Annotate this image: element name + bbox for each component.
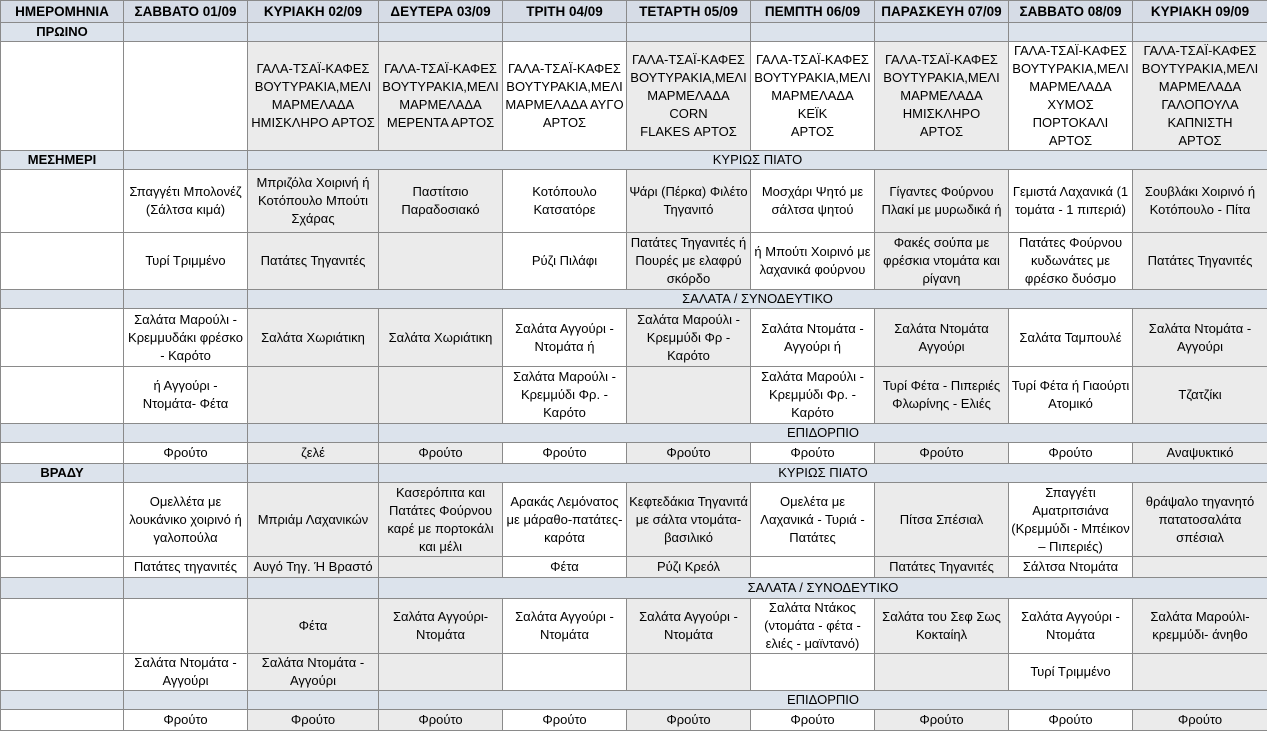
section-empty <box>124 464 248 483</box>
section-row <box>1 290 1267 309</box>
menu-cell: Σαλάτα Αγγούρι - Ντομάτα <box>503 599 627 654</box>
menu-cell: Σαλάτα Μαρούλι - Κρεμμύδι Φρ. - Καρότο <box>751 367 875 424</box>
menu-cell: Μπριάμ Λαχανικών <box>248 483 379 557</box>
menu-cell: Φρούτο <box>124 710 248 731</box>
section-row <box>1 578 1267 599</box>
section-empty <box>124 578 248 599</box>
menu-cell: Τυρί Τριμμένο <box>1009 654 1133 691</box>
menu-cell: Σαλάτα Ντομάτα Αγγούρι <box>875 309 1009 367</box>
row-label <box>1 367 124 424</box>
section-empty <box>124 23 248 42</box>
section-empty <box>124 151 248 170</box>
menu-cell: Ομελέτα με Λαχανικά - Τυριά - Πατάτες <box>751 483 875 557</box>
subsection-label: ΣΑΛΑΤΑ / ΣΥΝΟΔΕΥΤΙΚΟ <box>248 290 1267 309</box>
menu-cell: ή Μπούτι Χοιρινό με λαχανικά φούρνου <box>751 233 875 290</box>
table-row <box>1 557 1267 578</box>
menu-cell <box>379 367 503 424</box>
menu-cell: Σαλάτα του Σεφ Σως Κοκταίηλ <box>875 599 1009 654</box>
menu-cell: Σουβλάκι Χοιρινό ή Κοτόπουλο - Πίτα <box>1133 170 1267 233</box>
menu-cell: Σαλάτα Ντομάτα - Αγγούρι <box>1133 309 1267 367</box>
day-header: ΚΥΡΙΑΚΗ 09/09 <box>1133 1 1267 23</box>
menu-cell: Σαλάτα Ντομάτα - Αγγούρι <box>248 654 379 691</box>
menu-cell: ΓΑΛΑ-ΤΣΑΪ-ΚΑΦΕΣ ΒΟΥΤΥΡΑΚΙΑ,ΜΕΛΙ ΜΑΡΜΕΛΑΔΑ ΧΥΜΟΣ ΠΟΡΤΟΚΑΛΙ ΑΡΤΟΣ <box>1009 42 1133 151</box>
menu-cell: Φρούτο <box>751 710 875 731</box>
menu-cell: Παστίτσιο Παραδοσιακό <box>379 170 503 233</box>
menu-cell <box>379 654 503 691</box>
table-row <box>1 170 1267 233</box>
menu-cell: Κοτόπουλο Κατσατόρε <box>503 170 627 233</box>
menu-cell <box>379 557 503 578</box>
menu-cell: Τυρί Φέτα ή Γιαούρτι Ατομικό <box>1009 367 1133 424</box>
section-empty <box>503 23 627 42</box>
menu-cell: Σαλάτα Ταμπουλέ <box>1009 309 1133 367</box>
menu-cell <box>751 557 875 578</box>
menu-cell: Αρακάς Λεμόνατος με μάραθο-πατάτες-καρότα <box>503 483 627 557</box>
row-label <box>1 483 124 557</box>
menu-cell: Πατάτες Τηγανιτές <box>875 557 1009 578</box>
section-empty <box>1 424 124 443</box>
menu-cell: Σαλάτα Ντομάτα - Αγγούρι ή <box>751 309 875 367</box>
menu-cell: Μοσχάρι Ψητό με σάλτσα ψητού <box>751 170 875 233</box>
menu-cell: Κασερόπιτα και Πατάτες Φούρνου καρέ με πορτοκάλι και μέλι <box>379 483 503 557</box>
menu-cell: ΓΑΛΑ-ΤΣΑΪ-ΚΑΦΕΣ ΒΟΥΤΥΡΑΚΙΑ,ΜΕΛΙ ΜΑΡΜΕΛΑΔΑ CORN FLAKES ΑΡΤΟΣ <box>627 42 751 151</box>
menu-cell: ΓΑΛΑ-ΤΣΑΪ-ΚΑΦΕΣ ΒΟΥΤΥΡΑΚΙΑ,ΜΕΛΙ ΜΑΡΜΕΛΑΔΑ ΗΜΙΣΚΛΗΡΟ ΑΡΤΟΣ <box>875 42 1009 151</box>
section-empty <box>124 691 248 710</box>
table-row <box>1 309 1267 367</box>
section-row <box>1 691 1267 710</box>
menu-cell <box>379 233 503 290</box>
menu-cell: ΓΑΛΑ-ΤΣΑΪ-ΚΑΦΕΣ ΒΟΥΤΥΡΑΚΙΑ,ΜΕΛΙ ΜΑΡΜΕΛΑΔΑ ΑΥΓΟ ΑΡΤΟΣ <box>503 42 627 151</box>
menu-cell <box>751 654 875 691</box>
menu-cell: Σάλτσα Ντομάτα <box>1009 557 1133 578</box>
day-header: ΔΕΥΤΕΡΑ 03/09 <box>379 1 503 23</box>
menu-cell: Ομελλέτα με λουκάνικο χοιρινό ή γαλοπούλα <box>124 483 248 557</box>
section-empty <box>1 290 124 309</box>
menu-cell: Σαλάτα Αγγούρι- Ντομάτα <box>379 599 503 654</box>
subsection-label: ΣΑΛΑΤΑ / ΣΥΝΟΔΕΥΤΙΚΟ <box>379 578 1267 599</box>
menu-cell: Φέτα <box>503 557 627 578</box>
menu-cell: Τζατζίκι <box>1133 367 1267 424</box>
section-label: ΜΕΣΗΜΕΡΙ <box>1 151 124 170</box>
day-header: ΤΡΙΤΗ 04/09 <box>503 1 627 23</box>
menu-cell: Φρούτο <box>248 710 379 731</box>
row-label <box>1 170 124 233</box>
subsection-label: ΚΥΡΙΩΣ ΠΙΑΤΟ <box>248 151 1267 170</box>
table-row <box>1 710 1267 731</box>
menu-cell: ΓΑΛΑ-ΤΣΑΪ-ΚΑΦΕΣ ΒΟΥΤΥΡΑΚΙΑ,ΜΕΛΙ ΜΑΡΜΕΛΑΔΑ ΚΕΪΚ ΑΡΤΟΣ <box>751 42 875 151</box>
day-header: ΣΑΒΒΑΤΟ 08/09 <box>1009 1 1133 23</box>
row-label <box>1 557 124 578</box>
menu-cell: Τυρί Τριμμένο <box>124 233 248 290</box>
menu-cell: Σαλάτα Αγγούρι - Ντομάτα <box>627 599 751 654</box>
menu-cell: ΓΑΛΑ-ΤΣΑΪ-ΚΑΦΕΣ ΒΟΥΤΥΡΑΚΙΑ,ΜΕΛΙ ΜΑΡΜΕΛΑΔΑ ΗΜΙΣΚΛΗΡΟ ΑΡΤΟΣ <box>248 42 379 151</box>
section-empty <box>248 578 379 599</box>
menu-cell <box>875 654 1009 691</box>
day-header: ΤΕΤΑΡΤΗ 05/09 <box>627 1 751 23</box>
section-row <box>1 464 1267 483</box>
menu-cell <box>627 367 751 424</box>
menu-cell: Σαλάτα Μαρούλι - Κρεμμυδάκι φρέσκο - Καρότο <box>124 309 248 367</box>
menu-cell: Πατάτες Φούρνου κυδωνάτες με φρέσκο δυόσμο <box>1009 233 1133 290</box>
menu-cell: Φρούτο <box>503 443 627 464</box>
menu-cell: Ρύζι Κρεόλ <box>627 557 751 578</box>
table-row <box>1 599 1267 654</box>
menu-cell <box>627 654 751 691</box>
section-empty <box>248 464 379 483</box>
menu-cell: Φρούτο <box>627 443 751 464</box>
menu-cell: Σαλάτα Αγγούρι - Ντομάτα <box>1009 599 1133 654</box>
menu-cell: Σαλάτα Μαρούλι - Κρεμμύδι Φρ. - Καρότο <box>503 367 627 424</box>
menu-cell: Κεφτεδάκια Τηγανιτά με σάλτα ντομάτα- βασιλικό <box>627 483 751 557</box>
section-empty <box>751 23 875 42</box>
section-empty <box>1133 23 1267 42</box>
row-label <box>1 42 124 151</box>
menu-cell <box>124 599 248 654</box>
section-empty <box>124 290 248 309</box>
menu-cell: Πίτσα Σπέσιαλ <box>875 483 1009 557</box>
menu-cell: Ρύζι Πιλάφι <box>503 233 627 290</box>
menu-cell: Αυγό Τηγ. Ή Βραστό <box>248 557 379 578</box>
menu-cell: Σαλάτα Ντάκος (ντομάτα - φέτα - ελιές - μαϊντανό) <box>751 599 875 654</box>
subsection-label: ΕΠΙΔΟΡΠΙΟ <box>379 691 1267 710</box>
menu-cell: Τυρί Φέτα - Πιπεριές Φλωρίνης - Ελιές <box>875 367 1009 424</box>
row-label <box>1 309 124 367</box>
header-row <box>1 1 1267 23</box>
menu-cell: Φρούτο <box>379 443 503 464</box>
menu-cell <box>1133 654 1267 691</box>
menu-cell: θράψαλο τηγανητό πατατοσαλάτα σπέσιαλ <box>1133 483 1267 557</box>
menu-cell: Μπριζόλα Χοιρινή ή Κοτόπουλο Μπούτι Σχάρας <box>248 170 379 233</box>
menu-cell: Σπαγγέτι Αματριτσιάνα (Κρεμμύδι - Μπέικον – Πιπεριές) <box>1009 483 1133 557</box>
menu-cell: Φρούτο <box>751 443 875 464</box>
menu-cell: Φρούτο <box>1133 710 1267 731</box>
menu-cell: Φρούτο <box>875 443 1009 464</box>
row-label <box>1 599 124 654</box>
section-empty <box>1 578 124 599</box>
section-label: ΠΡΩΙΝΟ <box>1 23 124 42</box>
menu-cell: Πατάτες Τηγανιτές <box>1133 233 1267 290</box>
day-header: ΚΥΡΙΑΚΗ 02/09 <box>248 1 379 23</box>
menu-cell: ΓΑΛΑ-ΤΣΑΪ-ΚΑΦΕΣ ΒΟΥΤΥΡΑΚΙΑ,ΜΕΛΙ ΜΑΡΜΕΛΑΔΑ ΓΑΛΟΠΟΥΛΑ ΚΑΠΝΙΣΤΗ ΑΡΤΟΣ <box>1133 42 1267 151</box>
menu-cell: Φρούτο <box>379 710 503 731</box>
menu-cell <box>1133 557 1267 578</box>
table-row <box>1 443 1267 464</box>
table-row <box>1 233 1267 290</box>
section-empty <box>875 23 1009 42</box>
table-row <box>1 654 1267 691</box>
section-empty <box>124 424 248 443</box>
section-empty <box>248 424 379 443</box>
section-row <box>1 424 1267 443</box>
menu-cell: Φρούτο <box>875 710 1009 731</box>
menu-cell: Σαλάτα Μαρούλι- κρεμμύδι- άνηθο <box>1133 599 1267 654</box>
section-empty <box>379 23 503 42</box>
menu-cell: Φρούτο <box>627 710 751 731</box>
row-label <box>1 443 124 464</box>
table-row <box>1 483 1267 557</box>
table-row <box>1 367 1267 424</box>
row-label <box>1 233 124 290</box>
menu-cell: Σαλάτα Χωριάτικη <box>379 309 503 367</box>
menu-cell: Σπαγγέτι Μπολονέζ (Σάλτσα κιμά) <box>124 170 248 233</box>
section-empty <box>1009 23 1133 42</box>
menu-cell: Πατάτες Τηγανιτές ή Πουρές με ελαφρύ σκόρδο <box>627 233 751 290</box>
menu-cell: Αναψυκτικό <box>1133 443 1267 464</box>
menu-cell <box>124 42 248 151</box>
menu-cell: Φέτα <box>248 599 379 654</box>
menu-cell: Σαλάτα Αγγούρι - Ντομάτα ή <box>503 309 627 367</box>
section-empty <box>248 691 379 710</box>
menu-cell: Σαλάτα Χωριάτικη <box>248 309 379 367</box>
menu-cell: Πατάτες τηγανιτές <box>124 557 248 578</box>
day-header: ΠΕΜΠΤΗ 06/09 <box>751 1 875 23</box>
day-header: ΠΑΡΑΣΚΕΥΗ 07/09 <box>875 1 1009 23</box>
section-row <box>1 151 1267 170</box>
section-empty <box>1 691 124 710</box>
menu-cell: Γίγαντες Φούρνου Πλακί με μυρωδικά ή <box>875 170 1009 233</box>
row-label <box>1 710 124 731</box>
section-label: ΒΡΑΔΥ <box>1 464 124 483</box>
subsection-label: ΚΥΡΙΩΣ ΠΙΑΤΟ <box>379 464 1267 483</box>
menu-cell: Ψάρι (Πέρκα) Φιλέτο Τηγανιτό <box>627 170 751 233</box>
menu-cell <box>248 367 379 424</box>
menu-cell: Σαλάτα Ντομάτα - Αγγούρι <box>124 654 248 691</box>
menu-cell: Φακές σούπα με φρέσκια ντομάτα και ρίγανη <box>875 233 1009 290</box>
menu-cell <box>503 654 627 691</box>
menu-cell: Σαλάτα Μαρούλι - Κρεμμύδι Φρ - Καρότο <box>627 309 751 367</box>
section-row <box>1 23 1267 42</box>
date-header: ΗΜΕΡΟΜΗΝΙΑ <box>1 1 124 23</box>
table-row <box>1 42 1267 151</box>
subsection-label: ΕΠΙΔΟΡΠΙΟ <box>379 424 1267 443</box>
menu-cell: ή Αγγούρι - Ντομάτα- Φέτα <box>124 367 248 424</box>
day-header: ΣΑΒΒΑΤΟ 01/09 <box>124 1 248 23</box>
menu-cell: ΓΑΛΑ-ΤΣΑΪ-ΚΑΦΕΣ ΒΟΥΤΥΡΑΚΙΑ,ΜΕΛΙ ΜΑΡΜΕΛΑΔΑ ΜΕΡΕΝΤΑ ΑΡΤΟΣ <box>379 42 503 151</box>
menu-cell: Φρούτο <box>124 443 248 464</box>
menu-cell: Γεμιστά Λαχανικά (1 τομάτα - 1 πιπεριά) <box>1009 170 1133 233</box>
section-empty <box>627 23 751 42</box>
section-empty <box>248 23 379 42</box>
menu-cell: ζελέ <box>248 443 379 464</box>
menu-cell: Φρούτο <box>1009 710 1133 731</box>
row-label <box>1 654 124 691</box>
menu-cell: Φρούτο <box>1009 443 1133 464</box>
menu-cell: Φρούτο <box>503 710 627 731</box>
menu-cell: Πατάτες Τηγανιτές <box>248 233 379 290</box>
